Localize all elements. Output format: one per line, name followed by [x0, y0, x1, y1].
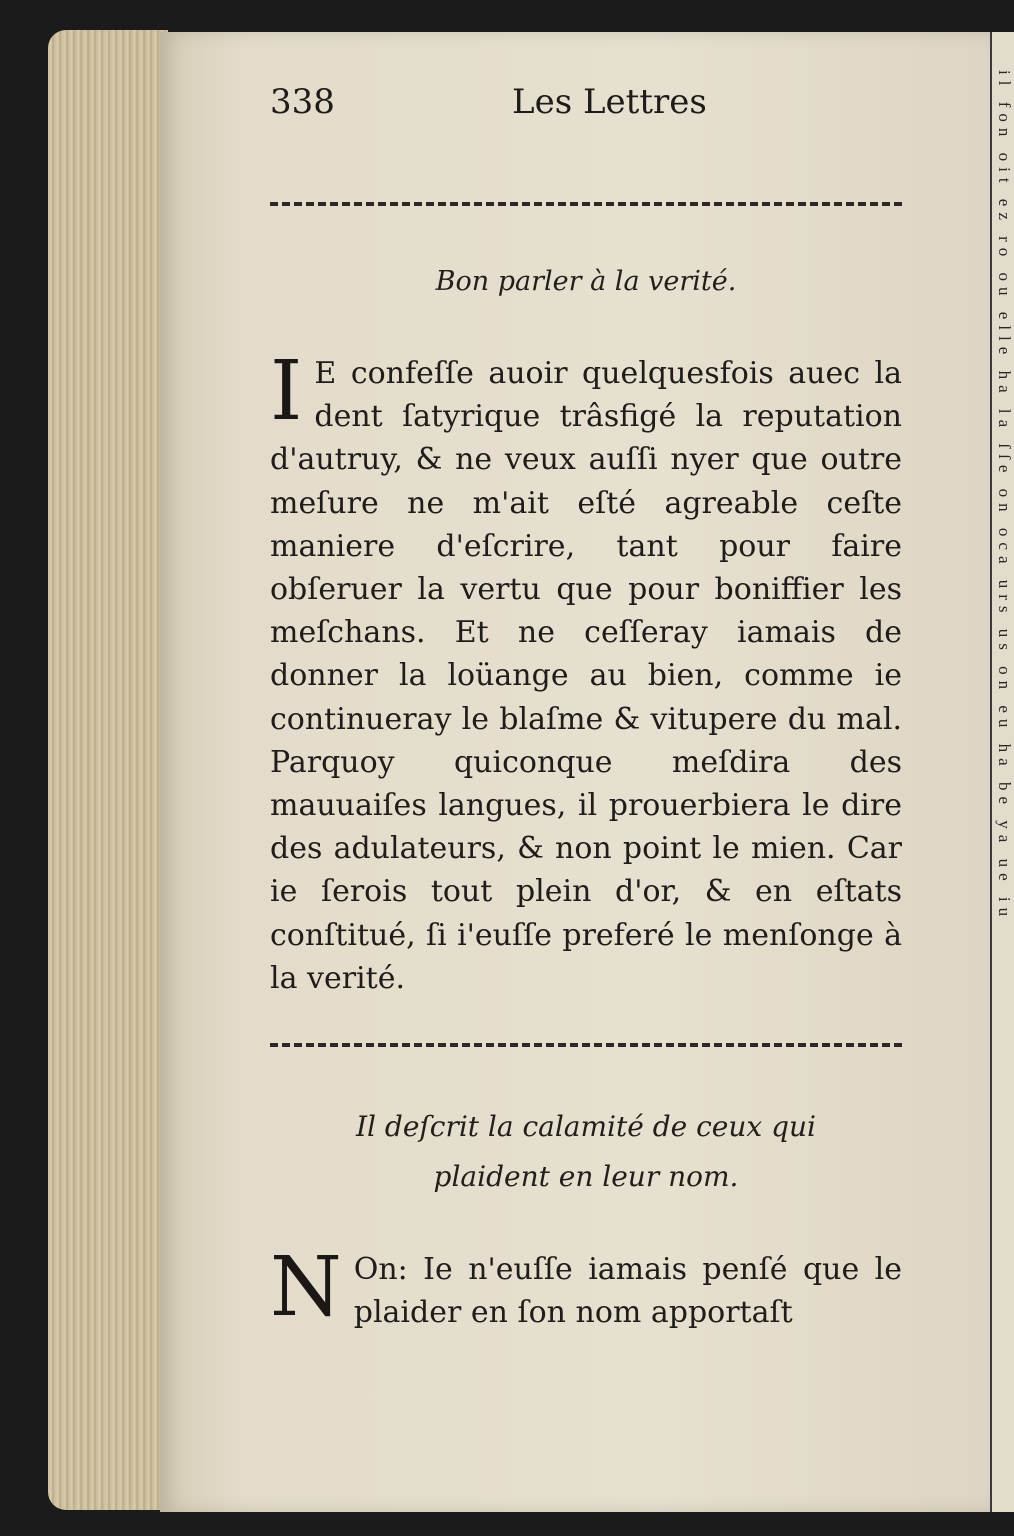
- section-heading-2-line-2: plaident en leur nom.: [433, 1160, 739, 1193]
- section-2-body: [270, 1240, 902, 1335]
- adjacent-page-fragment: il fon oit ez ro ou elle ha la ſſe on oca urs us on eu ha be ya ue iu: [995, 70, 1014, 923]
- section-2-text: On: Ie n'euſſe iamais penſé que le plaider en ſon nom apportaſt: [353, 1252, 902, 1331]
- book-page-edges: [48, 30, 168, 1510]
- page-header: [270, 82, 900, 122]
- ornamental-rule-top: [270, 202, 902, 206]
- page-number: 338: [270, 82, 335, 122]
- section-heading-1: Bon parler à la verité.: [435, 266, 737, 297]
- ornamental-rule-middle: [270, 1043, 902, 1047]
- show-through-text: [300, 140, 860, 183]
- section-1-body: [270, 344, 902, 1000]
- drop-cap-i: I: [270, 344, 303, 439]
- adjacent-page-edge: [990, 32, 1014, 1512]
- running-head: Les Lettres: [512, 82, 707, 122]
- section-heading-2-line-1: Il deſcrit la calamité de ceux qui: [355, 1110, 817, 1143]
- section-1-text: E confeſſe auoir quelquesfois auec la dent ſatyrique trâsfigé la reputation d'autruy, & ne veux auſſi nyer que outre meſure ne m'ait eſté agreable ceſte maniere d'eſcrire, tant pour faire obſeruer la vertu que pour boniffier les meſchans. Et ne ceſſeray iamais de donner la loüange au bien, comme ie continueray le blaſme & vitupere du mal. Parquoy quiconque meſdira des mauuaiſes langues, il prouerbiera le dire des adulateurs, & non point le mien. Car ie ſerois tout plein d'or, & en eſtats conſtitué, ſi i'euſſe preferé le menſonge à la verité.: [270, 356, 902, 996]
- drop-cap-n: N: [270, 1240, 342, 1335]
